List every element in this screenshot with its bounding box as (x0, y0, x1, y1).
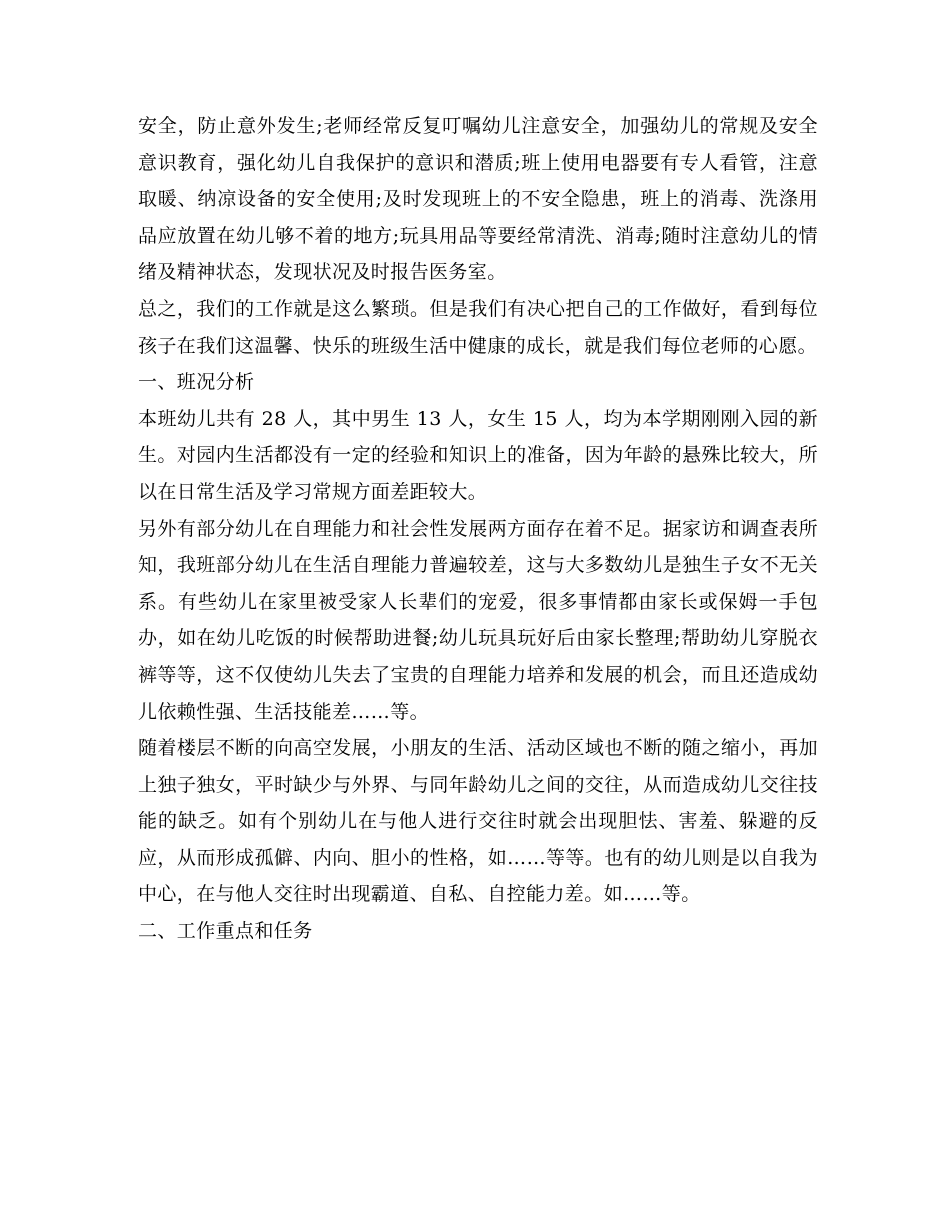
paragraph-safety: 安全，防止意外发生;老师经常反复叮嘱幼儿注意安全，加强幼儿的常规及安全意识教育，强化幼儿自我保护的意识和潜质;班上使用电器要有专人看管，注意取暖、纳凉设备的安全使用;及时发现班上的不安全隐患，班上的消毒、洗涤用品应放置在幼儿够不着的地方;玩具用品等要经常清洗、消毒;随时注意幼儿的情绪及精神状态，发现状况及时报告医务室。 (138, 115, 818, 284)
paragraph-social-skills: 随着楼层不断的向高空发展，小朋友的生活、活动区域也不断的随之缩小，再加上独子独女，平时缺少与外界、与同年龄幼儿之间的交往，从而造成幼儿交往技能的缺乏。如有个别幼儿在与他人进行交往时就会出现胆怯、害羞、躲避的反应，从而形成孤僻、内向、胆小的性格，如……等等。也有的幼儿则是以自我为中心，在与他人交往时出现霸道、自私、自控能力差。如……等。 (138, 737, 818, 906)
paragraph-summary: 总之，我们的工作就是这么繁琐。但是我们有决心把自己的工作做好，看到每位孩子在我们这温馨、快乐的班级生活中健康的成长，就是我们每位老师的心愿。 (138, 297, 818, 357)
paragraph-self-care: 另外有部分幼儿在自理能力和社会性发展两方面存在着不足。据家访和调查表所知，我班部分幼儿在生活自理能力普遍较差，这与大多数幼儿是独生子女不无关系。有些幼儿在家里被受家人长辈们的宠爱，很多事情都由家长或保姆一手包办，如在幼儿吃饭的时候帮助进餐;幼儿玩具玩好后由家长整理;帮助幼儿穿脱衣裤等等，这不仅使幼儿失去了宝贵的自理能力培养和发展的机会，而且还造成幼儿依赖性强、生活技能差……等。 (138, 517, 818, 723)
section-heading-class-analysis: 一、班况分析 (138, 371, 255, 394)
paragraph-class-composition: 本班幼儿共有 28 人，其中男生 13 人，女生 15 人，均为本学期刚刚入园的新生。对园内生活都没有一定的经验和知识上的准备，因为年龄的悬殊比较大，所以在日常生活及学习常规方面差距较大。 (138, 407, 818, 503)
section-heading-work-focus: 二、工作重点和任务 (138, 920, 313, 943)
document-page (138, 108, 818, 950)
